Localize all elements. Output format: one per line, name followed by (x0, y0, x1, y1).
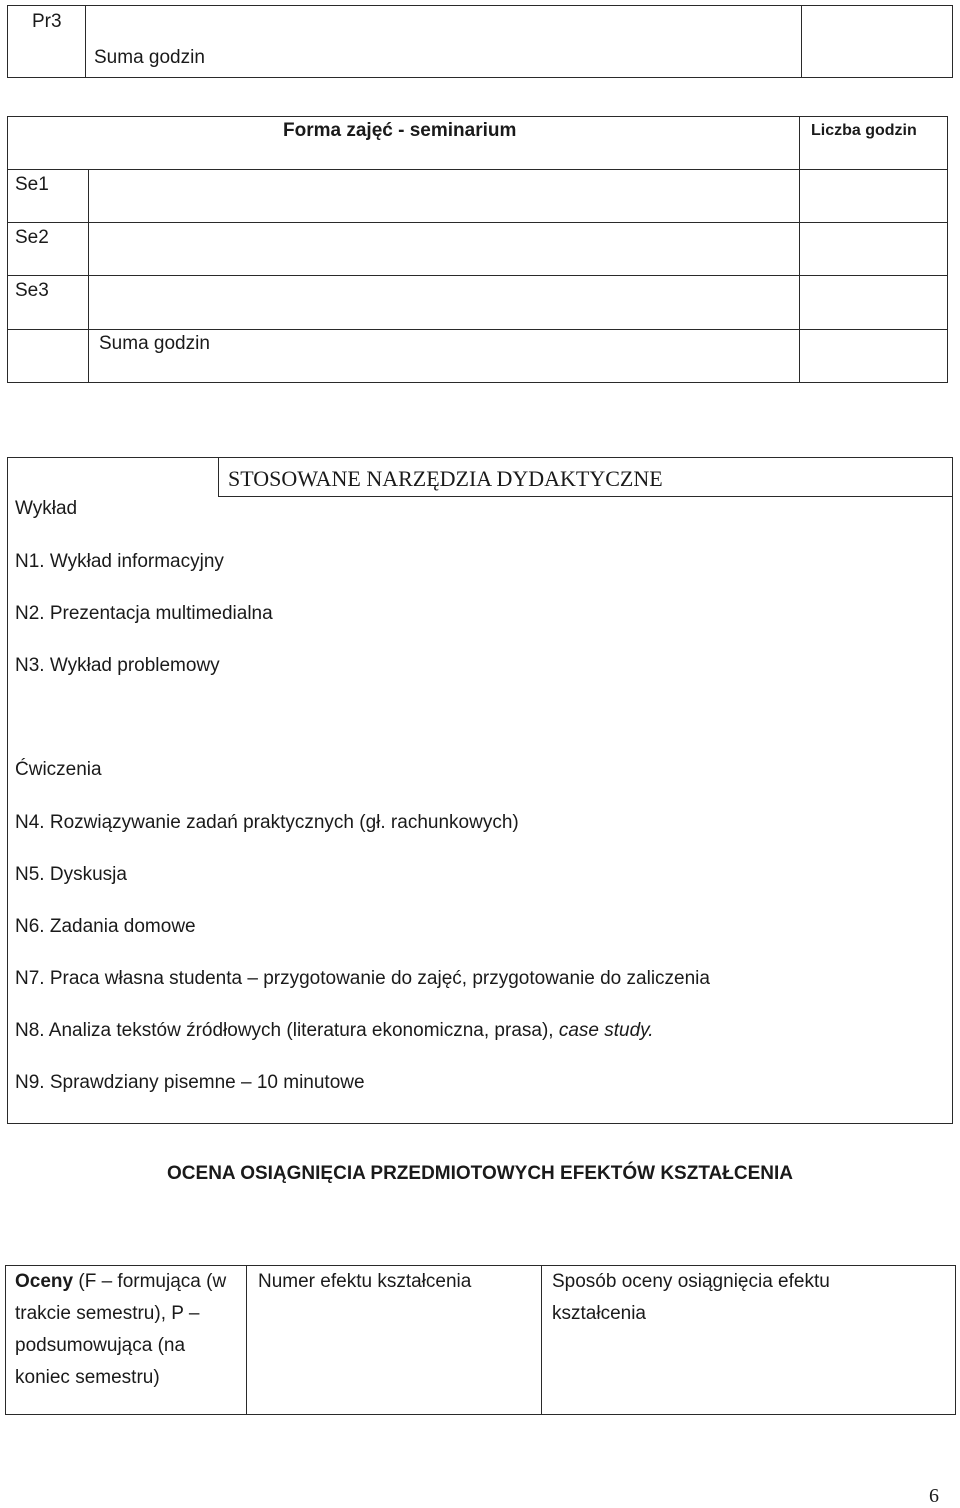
grades-col2: Numer efektu kształcenia (258, 1271, 472, 1292)
row-divider (8, 169, 947, 170)
lecture-item-n1: N1. Wykład informacyjny (15, 551, 224, 572)
didactic-tools-table (7, 457, 953, 1124)
lecture-label: Wykład (15, 498, 78, 519)
grades-col1-rest: (F – formująca (w trakcie semestru), P – podsumowująca (na koniec semestru) (15, 1271, 227, 1388)
pr3-sum-label: Suma godzin (94, 47, 205, 68)
heading-divider (218, 496, 952, 497)
exercise-item-n6: N6. Zadania domowe (15, 916, 196, 937)
pr3-label: Pr3 (32, 11, 62, 32)
seminar-sum-label: Suma godzin (99, 333, 210, 354)
grades-col1 (15, 1266, 240, 1394)
pr3-table (7, 5, 953, 78)
assessment-table (5, 1265, 956, 1415)
exercise-item-n9: N9. Sprawdziany pisemne – 10 minutowe (15, 1072, 365, 1093)
exercises-label: Ćwiczenia (15, 759, 102, 780)
column-divider (799, 117, 800, 382)
row-divider (8, 329, 947, 330)
row-divider (8, 222, 947, 223)
assessment-heading: OCENA OSIĄGNIĘCIA PRZEDMIOTOWYCH EFEKTÓW KSZTAŁCENIA (167, 1163, 793, 1184)
exercise-item-n7: N7. Praca własna studenta – przygotowanie do zajęć, przygotowanie do zaliczenia (15, 968, 710, 989)
column-divider (88, 169, 89, 382)
n8-text: N8. Analiza tekstów źródłowych (literatura ekonomiczna, prasa), (15, 1020, 559, 1041)
exercise-item-n5: N5. Dyskusja (15, 864, 127, 885)
column-divider (85, 6, 86, 77)
column-divider (801, 6, 802, 77)
heading-side-divider (218, 458, 219, 496)
exercise-item-n4: N4. Rozwiązywanie zadań praktycznych (gł. rachunkowych) (15, 812, 519, 833)
tools-heading: STOSOWANE NARZĘDZIA DYDAKTYCZNE (228, 466, 663, 491)
grades-col1-bold: Oceny (15, 1271, 74, 1292)
seminar-table (7, 116, 948, 383)
row-divider (8, 275, 947, 276)
seminar-row-se3: Se3 (15, 280, 49, 301)
hours-header: Liczba godzin (811, 122, 917, 139)
lecture-item-n2: N2. Prezentacja multimedialna (15, 603, 273, 624)
exercise-item-n8 (15, 1020, 654, 1043)
column-divider (541, 1266, 542, 1414)
seminar-title: Forma zajęć - seminarium (283, 120, 517, 141)
n8-italic: case study. (558, 1020, 654, 1041)
column-divider (246, 1266, 247, 1414)
page-number: 6 (929, 1485, 939, 1507)
seminar-row-se1: Se1 (15, 174, 49, 195)
seminar-row-se2: Se2 (15, 227, 49, 248)
lecture-item-n3: N3. Wykład problemowy (15, 655, 220, 676)
grades-col3: Sposób oceny osiągnięcia efektu kształcenia (552, 1271, 830, 1324)
